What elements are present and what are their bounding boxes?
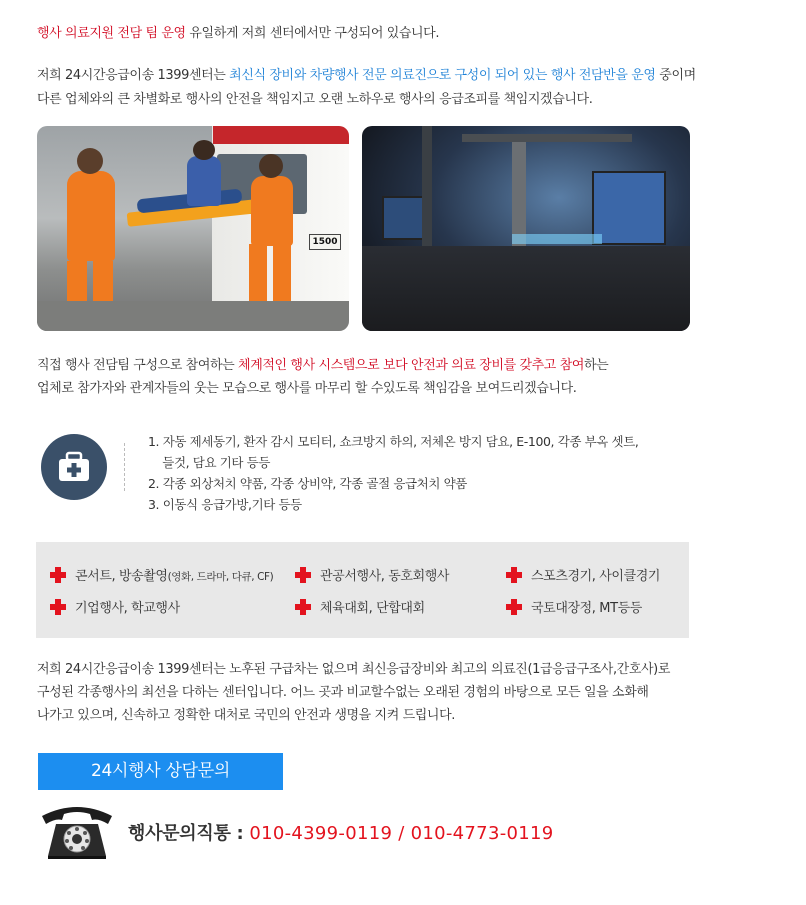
stage-light — [512, 234, 602, 244]
category-public-label: 관공서행사, 동호회행사 — [320, 569, 450, 584]
para1-highlight: 최신식 장비와 차량행사 전문 의료진으로 구성이 되어 있는 행사 전담반을 운영 — [229, 68, 656, 83]
red-cross-icon — [506, 599, 522, 615]
crowd — [362, 246, 690, 331]
phone-numbers-link[interactable]: 010-4399-0119 / 010-4773-0119 — [249, 823, 554, 844]
divider-line — [124, 443, 125, 491]
red-cross-icon — [295, 599, 311, 615]
staff — [187, 156, 221, 206]
paramedic-1 — [67, 171, 115, 261]
equipment-item-1-cont: 들것, 담요 기타 등등 — [148, 455, 270, 470]
category-march — [506, 597, 642, 616]
para1-line2: 다른 업체와의 큰 차별화로 행사의 안전을 책임지고 오랜 노하우로 행사의 응급조피를 책임지겠습니다. — [37, 92, 593, 107]
category-corporate-label: 기업행사, 학교행사 — [75, 601, 180, 616]
equipment-item-2: 2. 각종 외상처치 약품, 각종 상비약, 각종 골절 응급처치 약품 — [148, 476, 467, 491]
category-concert — [50, 565, 273, 584]
red-cross-icon — [506, 567, 522, 583]
intro-rest: 유일하게 저희 센터에서만 구성되어 있습니다. — [185, 26, 440, 41]
para3-line2: 구성된 각종행사의 최선을 다하는 센터입니다. 어느 곳과 비교할수없는 오래된 경험의 바탕으로 모든 일을 소화해 — [37, 685, 649, 700]
event-categories-box — [36, 542, 689, 638]
para2-line2: 업체로 참가자와 관계자들의 웃는 모습으로 행사를 마무리 할 수있도록 책임감을 보여드리겠습니다. — [37, 381, 577, 396]
paramedic-2-leg — [249, 244, 267, 308]
category-corporate — [50, 597, 180, 616]
paramedic-2 — [251, 176, 293, 246]
red-cross-icon — [295, 567, 311, 583]
para2-highlight: 체계적인 행사 시스템으로 보다 안전과 의료 장비를 갖추고 참여 — [238, 358, 585, 373]
staff-head — [193, 140, 215, 160]
ground — [37, 301, 349, 331]
equipment-item-1: 1. 자동 제세동기, 환자 감시 모티터, 쇼크방지 하의, 저체온 방지 담요, E-100, 각종 부옥 셋트, — [148, 434, 639, 449]
red-cross-icon — [50, 567, 66, 583]
consultation-banner: 24시행사 상담문의 — [38, 753, 283, 790]
ambulance-stripe — [213, 126, 349, 144]
para2-line1-start: 직접 행사 전담팀 구성으로 참여하는 — [37, 358, 239, 373]
category-march-label: 국토대장정, MT등등 — [531, 601, 642, 616]
contact-phone-label: 행사문의직통 : — [128, 823, 250, 844]
para1-line1-start: 저희 24시간응급이송 1399센터는 — [37, 68, 230, 83]
ambulance-photo — [37, 126, 349, 331]
paramedic-1-head — [77, 148, 103, 174]
category-athletic — [295, 597, 425, 616]
red-cross-icon — [50, 599, 66, 615]
license-plate: 1500 — [309, 234, 341, 250]
intro-highlight: 행사 의료지원 전담 팀 운영 — [37, 26, 186, 41]
equipment-item-3: 3. 이동식 응급가방,기타 등등 — [148, 497, 302, 512]
category-concert-label: 콘서트, 방송촬영 — [75, 569, 168, 584]
para2-line1-end: 하는 — [584, 358, 609, 373]
category-sports — [506, 565, 660, 584]
para2-line1 — [37, 354, 608, 373]
truss-top — [462, 134, 632, 142]
category-athletic-label: 체육대회, 단합대회 — [320, 601, 425, 616]
first-aid-kit-icon — [41, 434, 107, 500]
paramedic-2-leg2 — [273, 244, 291, 308]
contact-phone — [128, 819, 554, 845]
stage-screen-left — [382, 196, 426, 240]
para1-line1 — [37, 64, 696, 83]
stage-screen — [592, 171, 666, 245]
concert-photo — [362, 126, 690, 331]
para3-line3: 나가고 있으며, 신속하고 정확한 대처로 국민의 안전과 생명을 지켜 드립니다. — [37, 708, 455, 723]
category-sports-label: 스포츠경기, 사이클경기 — [531, 569, 661, 584]
telephone-icon — [38, 802, 116, 860]
category-public — [295, 565, 449, 584]
para1-line1-end: 중이며 — [655, 68, 696, 83]
truss-left — [422, 126, 432, 256]
para3-line1: 저희 24시간응급이송 1399센터는 노후된 구급차는 없으며 최신응급장비와 최고의 의료진(1급응급구조사,간호사)로 — [37, 662, 670, 677]
intro-text — [37, 22, 439, 41]
paramedic-2-head — [259, 154, 283, 178]
category-concert-note: (영화, 드라마, 다큐, CF) — [167, 571, 274, 583]
